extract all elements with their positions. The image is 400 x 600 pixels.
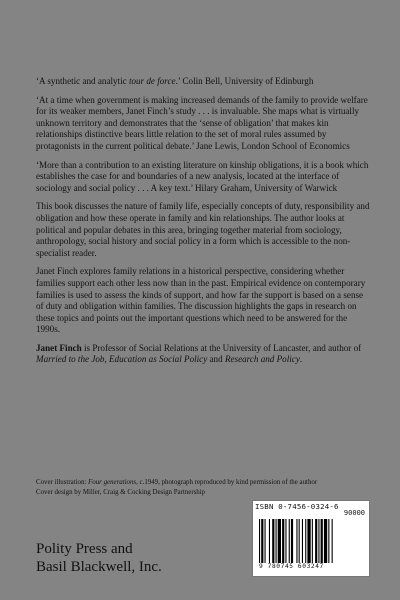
barcode-bar: [312, 519, 313, 563]
barcode-bar: [318, 519, 319, 563]
barcode-number: 9 780745 603247: [259, 563, 324, 570]
cover-credits: [36, 478, 370, 498]
barcode-bar: [328, 519, 329, 563]
author-bio: Janet Finch is Professor of Social Relations at the University of Lancaster, and author of Married to the Job, Education as Social Policy and Research and Policy.: [36, 342, 362, 365]
description-paragraph: This book discusses the nature of family life, especially concepts of duty, responsibility and obligation and how these operate in family and kin relationships. The author looks at political and popular debates in this area, bringing together material from sociology, anthropology, social history and social policy in a form which is accessible to the non-specialist reader.: [36, 201, 370, 258]
barcode-bar: [321, 519, 323, 563]
barcode-bar: [305, 519, 306, 563]
barcode-bar: [289, 519, 290, 563]
price-code: 90000: [343, 509, 365, 517]
barcode-bar: [272, 519, 274, 563]
illustration-credit: Cover illustration: Four generations, c.1949, photograph reproduced by kind permission of the author: [36, 479, 318, 486]
review-quote: ‘At a time when government is making increased demands of the family to provide welfare for its weaker members, Janet Finch’s study . . . is invaluable. She maps what is virtually unknown territory and demonstrates that the ‘sense of obligation’ that makes kin relationships distinctive bears little relation to the set of moral rules assumed by protagonists in the current political debate.’ Jane Lewis, London School of Economics: [36, 94, 368, 151]
isbn-barcode: [252, 500, 370, 577]
barcode-bars: [259, 519, 363, 563]
barcode-bar: [265, 519, 266, 563]
publisher-name: Polity Press and Basil Blackwell, Inc.: [36, 541, 162, 575]
barcode-bar: [269, 519, 270, 563]
barcode-bar: [285, 519, 286, 563]
barcode-bar: [315, 519, 317, 563]
description-paragraph: Janet Finch explores family relations in a historical perspective, considering whether families support each other less now than in the past. Empirical evidence on contemporary families is used to assess the kinds of support, and how far the support is based on a sense of duty and obligation within families. The discussion highlights the gaps in research on these topics and points out the important questions which need to be answered for the 1990s.: [36, 266, 366, 335]
review-quote: ‘More than a contribution to an existing literature on kinship obligations, it is a book which establishes the case for and boundaries of a new analysis, located at the interface of sociology and social policy . . . A key text.’ Hilary Graham, University of Warwick: [36, 159, 369, 193]
barcode-bar: [278, 519, 281, 563]
isbn-text: ISBN 0-7456-0324-6: [255, 502, 339, 511]
design-credit: Cover design by Miller, Craig & Cocking Design Partnership: [36, 489, 206, 496]
barcode-bar: [307, 519, 310, 563]
barcode-bar: [261, 519, 263, 563]
barcode-bar: [282, 519, 284, 563]
barcode-bar: [324, 519, 327, 563]
barcode-bar: [296, 519, 297, 563]
review-quote: ‘A synthetic and analytic tour de force.’ Colin Bell, University of Edinburgh: [36, 76, 314, 86]
barcode-bar: [276, 519, 277, 563]
back-cover-text: [36, 76, 370, 366]
barcode-bar: [259, 519, 260, 563]
barcode-bar: [299, 519, 300, 563]
barcode-bar: [302, 519, 303, 563]
barcode-bar: [332, 519, 333, 563]
barcode-bar: [291, 519, 293, 563]
